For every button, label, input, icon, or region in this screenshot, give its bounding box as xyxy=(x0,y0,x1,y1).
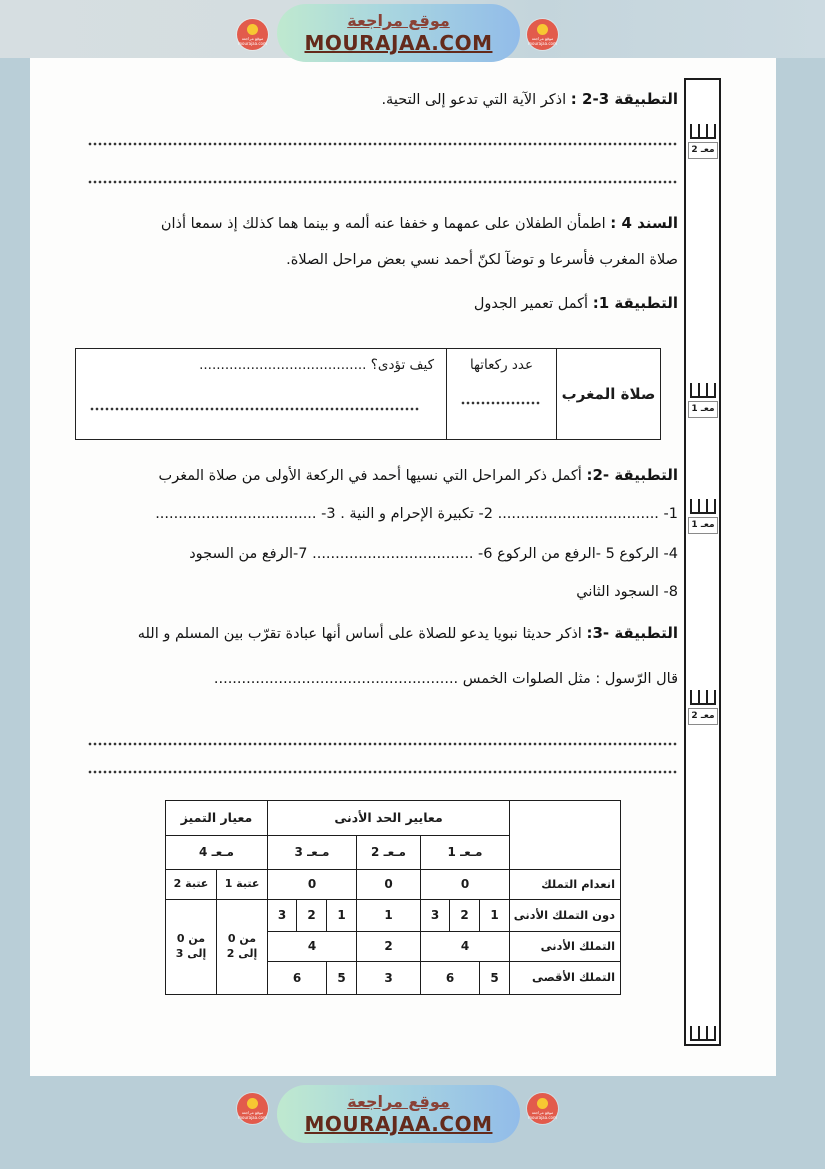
task-3-text: اذكر حديثا نبويا يدعو للصلاة على أساس أنها عبادة تقرّب بين المسلم و الله xyxy=(137,626,582,642)
excellence-range-1: من 0 إلى 2 xyxy=(217,900,268,995)
rakaat-answer-line xyxy=(461,401,541,405)
score-cell: 2 xyxy=(450,900,480,932)
score-cell: 6 xyxy=(268,962,327,995)
score-tick-marks-icon xyxy=(690,383,716,398)
margin-criterion-label: معـ 2 xyxy=(688,142,718,159)
how-performed-cell xyxy=(76,349,446,439)
score-tick-marks-icon xyxy=(690,499,716,514)
grading-rubric-table xyxy=(165,800,621,995)
badge-text-domain: mourajaa.com xyxy=(528,40,557,46)
grade-margin-strip xyxy=(684,78,721,1046)
site-domain: MOURAJAA.COM xyxy=(304,31,493,55)
logo-circle-icon xyxy=(537,24,548,35)
how-performed-question: كيف تؤدى؟ xyxy=(370,357,434,373)
excellence-range-2: من 0 إلى 3 xyxy=(166,900,217,995)
site-logo-badge xyxy=(237,1093,268,1124)
score-cell: 3 xyxy=(357,962,421,995)
margin-criterion-label: معـ 1 xyxy=(688,517,718,534)
score-cell: 6 xyxy=(421,962,480,995)
badge-text-ar: موقع مراجعة xyxy=(531,1109,554,1115)
answer-dotted-line xyxy=(88,770,678,774)
site-domain: MOURAJAA.COM xyxy=(304,1112,493,1136)
task-2-steps-line-1: 1- ................................... 2- تكبيرة الإحرام و النية . 3- ................................... xyxy=(155,506,678,522)
support-4-line1: اطمأن الطفلان على عمهما و خففا عنه ألمه و بينما هما كذلك إذ سمعا أذان xyxy=(160,216,606,232)
score-cell: 5 xyxy=(327,962,357,995)
score-cell: 1 xyxy=(327,900,357,932)
score-tick-marks-icon xyxy=(690,690,716,705)
task-1-text: أكمل تعمير الجدول xyxy=(473,296,589,312)
task-2-steps-line-2: 4- الركوع 5 -الرفع من الركوع 6- ................................... 7-الرفع من السجود xyxy=(189,546,678,562)
score-tick-marks-icon xyxy=(690,124,716,139)
score-cell: 1 xyxy=(357,900,421,932)
site-name-arabic: موقع مراجعة xyxy=(347,1092,450,1111)
site-logo-badge xyxy=(527,1093,558,1124)
score-cell: 4 xyxy=(421,932,510,962)
score-cell: 0 xyxy=(357,870,421,900)
margin-criterion-label: معـ 2 xyxy=(688,708,718,725)
criterion-2-header: مـعـ 2 xyxy=(357,836,421,870)
score-cell: 0 xyxy=(421,870,510,900)
support-4-label: السند 4 : xyxy=(610,214,678,232)
badge-text-domain: mourajaa.com xyxy=(528,1114,557,1120)
site-logo-badge xyxy=(527,19,558,50)
hadith-line: قال الرّسول : مثل الصلوات الخمس ..................................................... xyxy=(213,671,678,687)
threshold-2-header: عتبة 2 xyxy=(166,870,217,900)
logo-circle-icon xyxy=(247,1098,258,1109)
threshold-1-header: عتبة 1 xyxy=(217,870,268,900)
criterion-1-header: مـعـ 1 xyxy=(421,836,510,870)
score-cell: 1 xyxy=(480,900,510,932)
score-cell: 2 xyxy=(297,900,327,932)
prayer-table xyxy=(75,348,661,440)
how-performed-answer-line xyxy=(90,407,420,411)
score-cell: 0 xyxy=(268,870,357,900)
badge-text-domain: mourajaa.com xyxy=(238,40,267,46)
badge-text-ar: موقع مراجعة xyxy=(241,1109,264,1115)
header-brand-pill xyxy=(277,4,520,62)
score-cell: 4 xyxy=(268,932,357,962)
row-label-max-mastery: التملك الأقصى xyxy=(510,962,621,995)
task-2-steps-line-3: 8- السجود الثاني xyxy=(576,584,678,600)
rakaat-header: عدد ركعاتها xyxy=(469,357,534,373)
support-4-line2: صلاة المغرب فأسرعا و توضآ لكنّ أحمد نسي بعض مراحل الصلاة. xyxy=(286,252,678,268)
badge-text-ar: موقع مراجعة xyxy=(531,35,554,41)
footer-brand-pill xyxy=(277,1085,520,1143)
score-tick-marks-icon xyxy=(690,1026,716,1041)
task-2-label: التطبيقة -2: xyxy=(586,466,678,484)
prayer-name-cell: صلاة المغرب xyxy=(556,349,660,439)
criterion-4-header: مـعـ 4 xyxy=(166,836,268,870)
task-2-3-text: اذكر الآية التي تدعو إلى التحية. xyxy=(381,92,567,108)
rakaat-cell xyxy=(446,349,556,439)
task-2-heading xyxy=(88,464,678,487)
rubric-excellence-header: معيار التميز xyxy=(166,801,268,836)
logo-circle-icon xyxy=(247,24,258,35)
margin-criterion-label: معـ 1 xyxy=(688,401,718,418)
score-cell: 5 xyxy=(480,962,510,995)
task-1-label: التطبيقة 1: xyxy=(592,294,678,312)
task-3-label: التطبيقة -3: xyxy=(586,624,678,642)
row-label-min-mastery: التملك الأدنى xyxy=(510,932,621,962)
answer-dotted-line xyxy=(88,142,678,146)
score-cell: 3 xyxy=(421,900,450,932)
site-name-arabic: موقع مراجعة xyxy=(347,11,450,30)
task-3-heading xyxy=(88,622,678,645)
score-cell: 2 xyxy=(357,932,421,962)
badge-text-domain: mourajaa.com xyxy=(238,1114,267,1120)
rubric-min-criteria-header: معايير الحد الأدنى xyxy=(268,801,510,836)
score-cell: 3 xyxy=(268,900,297,932)
answer-dotted-line xyxy=(88,742,678,746)
row-label-below-min: دون التملك الأدنى xyxy=(510,900,621,932)
site-logo-badge xyxy=(237,19,268,50)
answer-dotted-line xyxy=(88,180,678,184)
task-2-3-label: التطبيقة 3-2 : xyxy=(570,90,678,108)
task-2-text: أكمل ذكر المراحل التي نسيها أحمد في الركعة الأولى من صلاة المغرب xyxy=(158,468,582,484)
badge-text-ar: موقع مراجعة xyxy=(241,35,264,41)
criterion-3-header: مـعـ 3 xyxy=(268,836,357,870)
task-2-3-heading xyxy=(88,88,678,111)
row-label-no-mastery: انعدام التملك xyxy=(510,870,621,900)
task-1-heading xyxy=(88,292,678,315)
support-4-paragraph xyxy=(88,205,678,278)
how-performed-inline-dots: ....................................... xyxy=(199,357,367,373)
rubric-corner-cell xyxy=(510,801,621,870)
logo-circle-icon xyxy=(537,1098,548,1109)
